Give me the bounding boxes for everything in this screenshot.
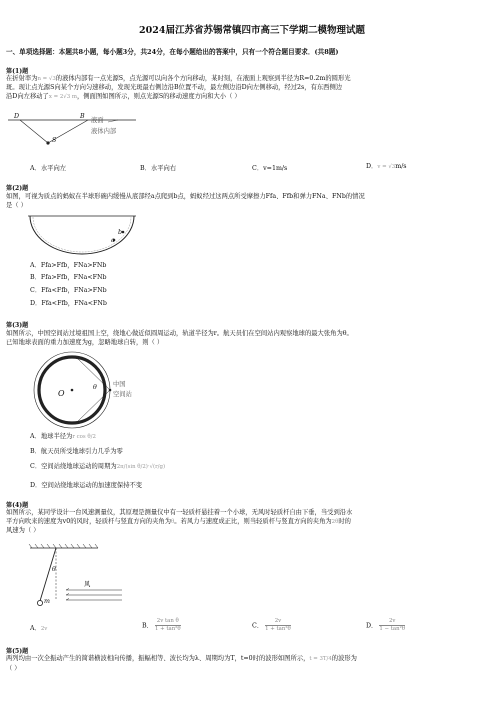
q1-label-inside: 液体内部 — [91, 128, 117, 135]
q4-option-b-denominator: 1 + tan²θ — [154, 625, 181, 632]
q2-option-d[interactable]: D．Ffa<Ffb，FNa<FNb — [30, 300, 107, 307]
q3-label-o: O — [58, 389, 65, 398]
q2-option-c[interactable]: C．Ffa<Ffb，FNa>FNb — [30, 287, 107, 294]
q4-option-b[interactable] — [142, 618, 181, 632]
q2-number: 第(2)题 — [6, 185, 29, 192]
q5-math: t = 3T/4 — [309, 656, 332, 662]
q5-text: 的波形为 — [331, 655, 357, 662]
q3-option-b[interactable]: B．航天员所受地球引力几乎为零 — [30, 448, 123, 455]
q3-option-c-text: C．空间站绕地球运动的周期为 — [30, 463, 117, 470]
q3-label-station-1: 中国 — [113, 381, 126, 388]
q1-option-d[interactable] — [366, 161, 407, 170]
q4-option-d-numerator: 2v — [379, 618, 405, 626]
page-title: 2024届江苏省苏锡常镇四市高三下学期二模物理试题 — [139, 25, 365, 36]
q1-option-d-math: v = √3 — [377, 164, 396, 170]
q2-option-a[interactable]: A．Ffa>Ffb，FNa>FNb — [30, 262, 107, 269]
q1-option-d-label: D． — [366, 163, 378, 170]
q5-number: 第(5)题 — [6, 648, 29, 655]
q1-option-c[interactable]: C．v=1m/s — [252, 165, 288, 172]
q4-option-d[interactable] — [366, 618, 405, 632]
q5-text: 两列均由一次全振动产生的简谐横波相向传播，振幅相等、波长均为λ、周期均为T，t=0时的波形如图所示， — [6, 655, 310, 662]
q3-option-d[interactable]: D．空间站绕地球运动的加速度保持不变 — [30, 482, 143, 489]
q4-math: 2θ — [331, 519, 339, 525]
q4-option-b-fraction — [155, 618, 181, 632]
q1-math-n: n = √3 — [37, 76, 56, 82]
q1-option-a[interactable]: A．水平向左 — [30, 165, 67, 172]
q1-label-b: B — [80, 113, 85, 120]
q1-option-b[interactable]: B．水平向右 — [140, 165, 177, 172]
q2-line1: 如图，可视为质点的蚂蚁在半球形碗内缓慢从底部经a点爬到b点，蚂蚁经过这两点所受摩擦力Ffa、Ffb和弹力FNa、FNb的情况 — [6, 193, 365, 200]
q3-option-a-math: r cos θ/2 — [72, 434, 96, 440]
q5-line1 — [6, 655, 357, 664]
q1-figure — [8, 112, 138, 157]
q2-label-a: a — [111, 237, 115, 244]
q4-option-d-fraction — [379, 618, 405, 632]
q4-option-d-denominator: 1 − tan²θ — [379, 625, 406, 632]
q3-option-a[interactable] — [30, 431, 96, 440]
q3-line1: 如图所示，中国空间站过境祖国上空，绕地心做近似圆周运动，轨道半径为r。航天员们在空间站内观察地球的最大张角为θ。 — [6, 330, 353, 337]
q3-line2: 已知地球表面的重力加速度为g，忽略地球自转，则（ ） — [6, 339, 164, 346]
q1-label-d: D — [14, 113, 20, 120]
q4-option-c-denominator: 1 + tan²θ — [265, 625, 291, 632]
q4-option-c-numerator: 2v — [265, 618, 291, 626]
q1-line1 — [6, 75, 351, 84]
q1-number: 第(1)题 — [6, 68, 29, 75]
q4-option-c[interactable] — [252, 618, 291, 632]
q1-option-d-unit: m/s — [395, 163, 407, 170]
q4-option-d-label: D． — [366, 622, 378, 630]
q3-option-c[interactable] — [30, 461, 165, 470]
q2-line2: 是（ ） — [6, 202, 27, 209]
q4-label-wind: 风 — [84, 581, 91, 588]
q4-text: 时的 — [338, 518, 351, 525]
q1-text: 沿D向左移动了 — [6, 93, 49, 100]
q4-line3: 风速为（ ） — [6, 527, 40, 534]
q3-label-theta: θ — [93, 384, 97, 391]
q2-label-b: b — [118, 229, 123, 236]
q4-label-theta: θ — [52, 566, 56, 573]
q4-option-c-label: C． — [252, 622, 264, 630]
q3-number: 第(3)题 — [6, 322, 29, 329]
q4-option-c-fraction — [265, 618, 291, 632]
q1-text: ，侧面图如图所示，则点光源S的移动速度方向和大小（ ） — [76, 93, 241, 100]
q4-label-m: m — [44, 598, 50, 605]
q4-text: 。若风力与速度成正比，则当轻质杆与竖直方向的夹角为 — [174, 518, 332, 525]
section-heading: 一、单项选择题：本题共8小题，每小题3分，共24分，在每小题给出的答案中，只有一个符合题目要求．(共8题) — [6, 48, 339, 56]
q4-line2 — [6, 518, 351, 527]
q1-label-s: S — [52, 137, 57, 144]
q4-option-b-numerator: 2v tan θ — [156, 618, 179, 624]
q3-option-c-math: 2π/(sin θ/2)·√(r/g) — [116, 464, 166, 470]
q4-option-a-label: A． — [30, 625, 41, 632]
q1-label-surface: 液面 — [91, 117, 104, 124]
q1-line3 — [6, 93, 241, 102]
q4-number: 第(4)题 — [6, 502, 29, 509]
q4-text: 平方向吹来的速度为v0的风时，轻质杆与竖直方向的夹角为 — [6, 518, 171, 525]
q3-orbit-figure — [30, 350, 140, 430]
q4-option-b-label: B． — [142, 622, 153, 630]
q1-text: 在折射率为 — [6, 75, 38, 82]
q4-option-a[interactable] — [30, 623, 47, 632]
q4-math: θ — [171, 519, 175, 525]
q4-line1: 如图所示，某同学设计一台风速测量仪，其原理是测量仪中有一轻质杆悬挂着一个小球，无风时轻质杆自由下垂，当受到沿水 — [6, 509, 353, 516]
q3-label-station-2: 空间站 — [113, 391, 132, 398]
q3-option-a-text: A．地球半径为 — [30, 433, 73, 440]
q4-option-a-math: 2v — [40, 626, 48, 632]
q1-line2: 斑。现让点光源S向某个方向匀速移动，发现光斑最右侧边沿B位置不动，最左侧边沿D向左侧移动，经过2s，有东西侧边 — [6, 84, 343, 91]
q1-text: 的液体内部有一点光源S，点光源可以向各个方向移动，某时刻，在液面上观察到半径为R=0.2m的圆形光 — [55, 75, 351, 82]
q5-line2: （ ） — [6, 665, 21, 672]
q1-math-x: x = 2√3 m — [48, 94, 77, 100]
q2-option-b[interactable]: B．Ffa>Ffb，FNa<FNb — [30, 274, 107, 281]
